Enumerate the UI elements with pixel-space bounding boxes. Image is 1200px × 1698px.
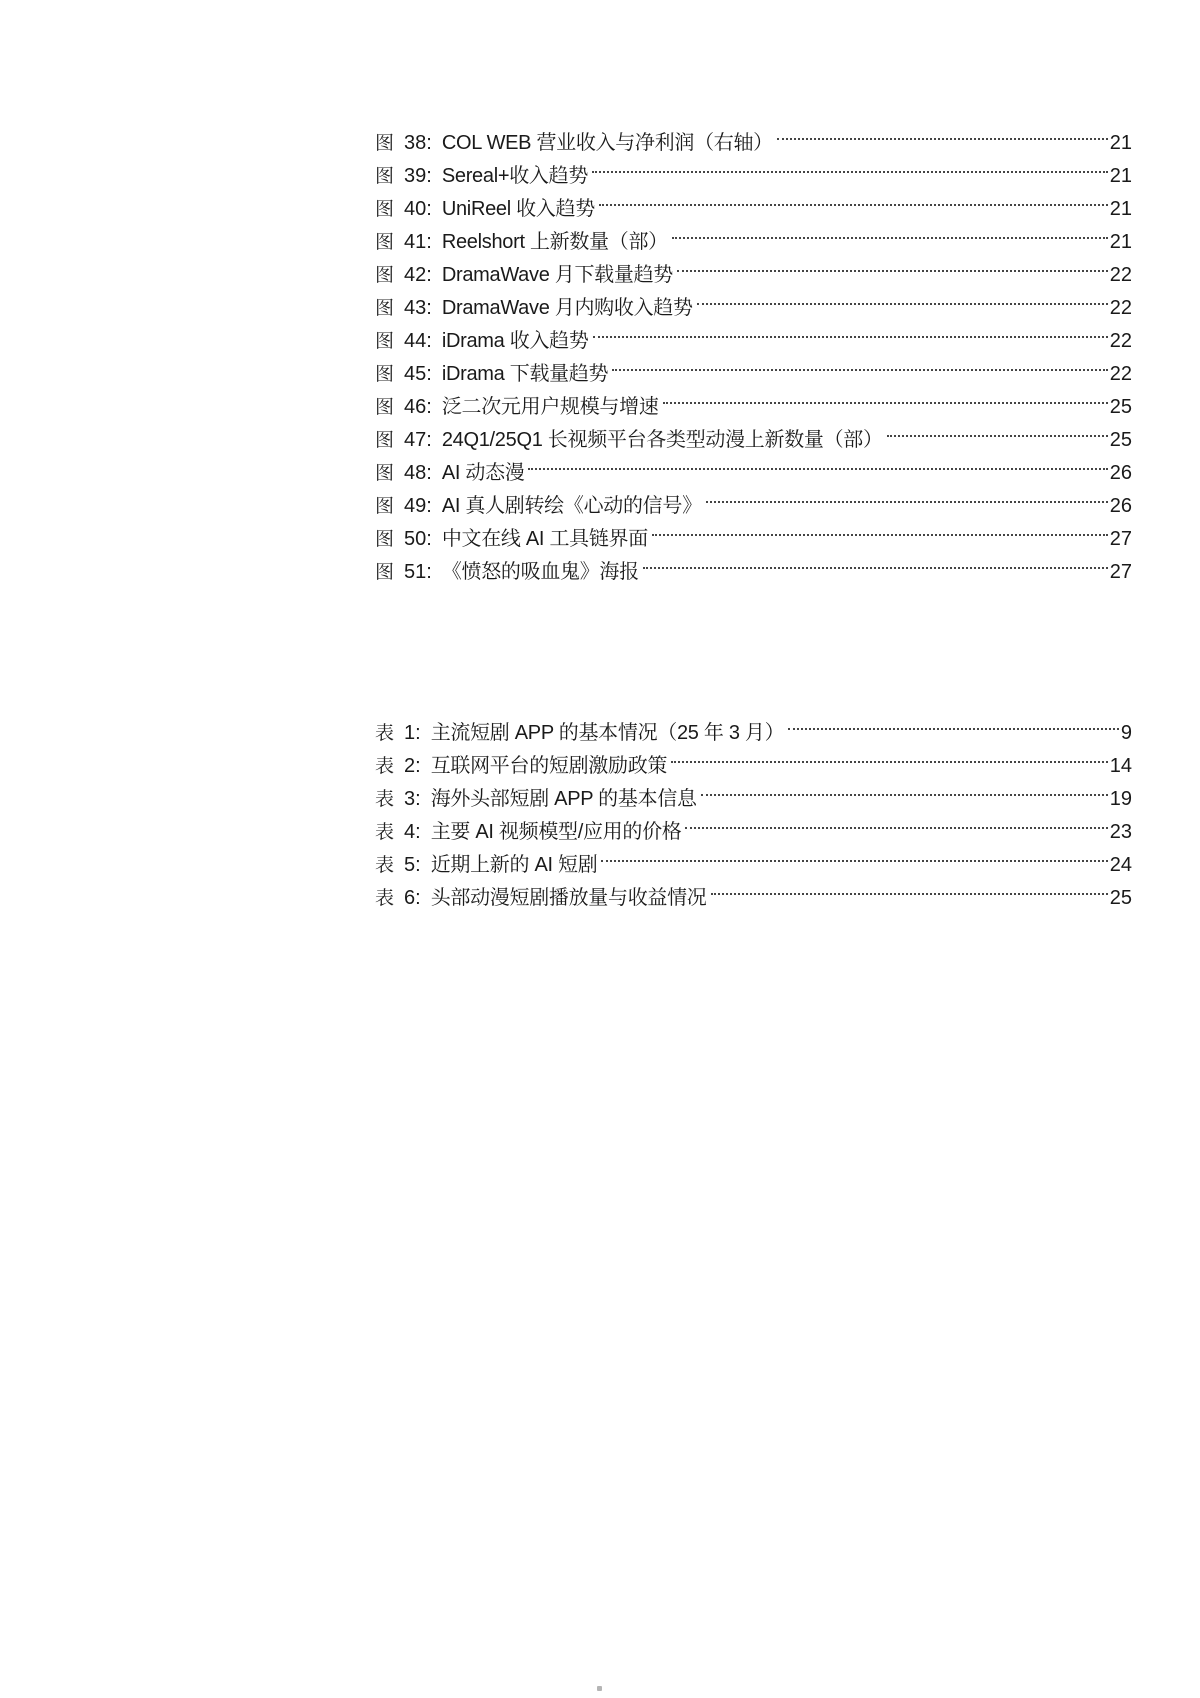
dot-leader <box>788 706 1119 739</box>
toc-page-number: 27 <box>1109 528 1132 550</box>
dot-leader <box>601 838 1107 871</box>
toc-title: iDrama 收入趋势 <box>441 330 589 352</box>
toc-prefix: 图 <box>375 198 395 220</box>
toc-title: 主流短剧 APP 的基本情况（25 年 3 月） <box>430 722 785 744</box>
toc-title: 互联网平台的短剧激励政策 <box>430 755 668 777</box>
toc-title: 《愤怒的吸血鬼》海报 <box>441 561 639 583</box>
dot-leader <box>593 314 1108 347</box>
dot-leader <box>701 772 1108 805</box>
toc-page-number: 26 <box>1109 462 1132 484</box>
dot-leader <box>592 149 1108 182</box>
dot-leader <box>677 248 1108 281</box>
page-marker-dot <box>597 1686 602 1691</box>
toc-page-number: 22 <box>1109 363 1132 385</box>
toc-number: 38: <box>404 132 432 154</box>
dot-leader <box>711 871 1108 904</box>
toc-number: 49: <box>404 495 432 517</box>
toc-prefix: 图 <box>375 165 395 187</box>
toc-title: iDrama 下载量趋势 <box>441 363 609 385</box>
toc-prefix: 图 <box>375 495 395 517</box>
toc-number: 51: <box>404 561 432 583</box>
toc-title: DramaWave 月下载量趋势 <box>441 264 673 286</box>
toc-number: 48: <box>404 462 432 484</box>
toc-page-number: 25 <box>1109 887 1132 909</box>
toc-page-number: 21 <box>1109 132 1132 154</box>
dot-leader <box>663 380 1108 413</box>
toc-title: COL WEB 营业收入与净利润（右轴） <box>441 132 773 154</box>
toc-title: 头部动漫短剧播放量与收益情况 <box>430 887 707 909</box>
toc-number: 40: <box>404 198 432 220</box>
toc-page-number: 9 <box>1120 722 1132 744</box>
toc-prefix: 图 <box>375 132 395 154</box>
dot-leader <box>777 116 1108 149</box>
toc-number: 50: <box>404 528 432 550</box>
toc-title: 中文在线 AI 工具链界面 <box>441 528 648 550</box>
toc-entry-table[interactable] <box>375 706 1132 744</box>
toc-number: 41: <box>404 231 432 253</box>
toc-page-number: 21 <box>1109 198 1132 220</box>
toc-page-number: 21 <box>1109 165 1132 187</box>
dot-leader <box>671 739 1108 772</box>
toc-title: 主要 AI 视频模型/应用的价格 <box>430 821 682 843</box>
toc-prefix: 图 <box>375 462 395 484</box>
toc-title: 近期上新的 AI 短剧 <box>430 854 598 876</box>
toc-number: 42: <box>404 264 432 286</box>
toc-prefix: 图 <box>375 264 395 286</box>
toc-page-number: 19 <box>1109 788 1132 810</box>
dot-leader <box>528 446 1107 479</box>
toc-number: 45: <box>404 363 432 385</box>
toc-prefix: 表 <box>375 854 395 876</box>
toc-prefix: 图 <box>375 297 395 319</box>
toc-prefix: 表 <box>375 722 395 744</box>
toc-title: Reelshort 上新数量（部） <box>441 231 668 253</box>
figure-list <box>375 116 1132 583</box>
toc-title: AI 动态漫 <box>441 462 525 484</box>
toc-number: 6: <box>404 887 421 909</box>
toc-page-number: 25 <box>1109 396 1132 418</box>
toc-page-number: 25 <box>1109 429 1132 451</box>
dot-leader <box>612 347 1108 380</box>
toc-prefix: 图 <box>375 330 395 352</box>
toc-title: Sereal+收入趋势 <box>441 165 589 187</box>
toc-prefix: 表 <box>375 755 395 777</box>
toc-prefix: 图 <box>375 396 395 418</box>
toc-page-number: 23 <box>1109 821 1132 843</box>
dot-leader <box>652 512 1108 545</box>
toc-title: DramaWave 月内购收入趋势 <box>441 297 693 319</box>
toc-page-number: 14 <box>1109 755 1132 777</box>
toc-page-number: 27 <box>1109 561 1132 583</box>
toc-number: 47: <box>404 429 432 451</box>
toc-number: 44: <box>404 330 432 352</box>
dot-leader <box>887 413 1108 446</box>
toc-prefix: 图 <box>375 429 395 451</box>
toc-number: 39: <box>404 165 432 187</box>
toc-page-number: 24 <box>1109 854 1132 876</box>
toc-entry-figure[interactable] <box>375 116 1132 154</box>
table-list <box>375 706 1132 909</box>
toc-number: 2: <box>404 755 421 777</box>
toc-title: 海外头部短剧 APP 的基本信息 <box>430 788 697 810</box>
dot-leader <box>599 182 1108 215</box>
toc-prefix: 图 <box>375 231 395 253</box>
toc-number: 5: <box>404 854 421 876</box>
toc-number: 3: <box>404 788 421 810</box>
toc-page-number: 21 <box>1109 231 1132 253</box>
toc-prefix: 图 <box>375 363 395 385</box>
toc-title: UniReel 收入趋势 <box>441 198 595 220</box>
toc-page-number: 26 <box>1109 495 1132 517</box>
toc-page-number: 22 <box>1109 264 1132 286</box>
toc-number: 46: <box>404 396 432 418</box>
toc-prefix: 表 <box>375 788 395 810</box>
toc-prefix: 表 <box>375 887 395 909</box>
dot-leader <box>685 805 1107 838</box>
toc-prefix: 表 <box>375 821 395 843</box>
toc-page-number: 22 <box>1109 330 1132 352</box>
toc-prefix: 图 <box>375 528 395 550</box>
dot-leader <box>672 215 1108 248</box>
toc-title: 泛二次元用户规模与增速 <box>441 396 659 418</box>
toc-title: AI 真人剧转绘《心动的信号》 <box>441 495 702 517</box>
dot-leader <box>706 479 1108 512</box>
toc-page-number: 22 <box>1109 297 1132 319</box>
dot-leader <box>643 545 1108 578</box>
toc-prefix: 图 <box>375 561 395 583</box>
toc-title: 24Q1/25Q1 长视频平台各类型动漫上新数量（部） <box>441 429 883 451</box>
dot-leader <box>697 281 1108 314</box>
toc-number: 43: <box>404 297 432 319</box>
toc-number: 4: <box>404 821 421 843</box>
toc-number: 1: <box>404 722 421 744</box>
